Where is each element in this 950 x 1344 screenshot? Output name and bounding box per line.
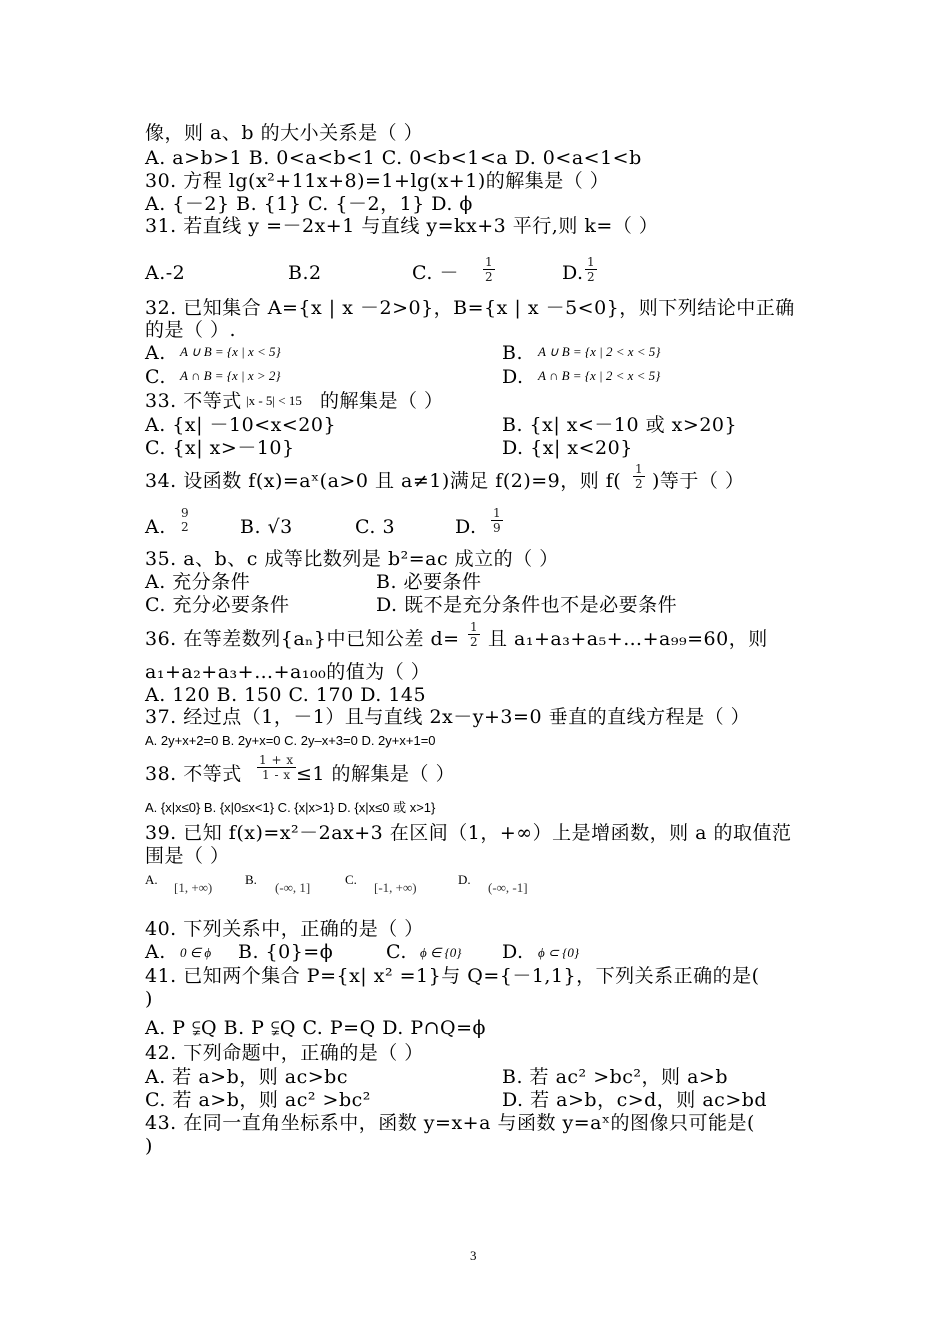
q38-options: A. {x|x≤0} B. {x|0≤x<1} C. {x|x>1} D. {x|x≤0 或 x>1} <box>145 800 436 815</box>
q42-option-d: D. 若 a>b，c>d，则 ac>bd <box>502 1089 768 1111</box>
q41-stem-cont: ) <box>145 988 153 1010</box>
q32-stem-cont: 的是（ ）. <box>145 319 237 341</box>
q35-stem: 35. a、b、c 成等比数列是 b²=ac 成立的（ ） <box>145 548 559 570</box>
q33-option-a: A. {x| －10<x<20} <box>145 414 337 436</box>
page-number: 3 <box>470 1248 477 1263</box>
q29-tail: 像，则 a、b 的大小关系是（ ） <box>145 122 424 144</box>
q37-options: A. 2y+x+2=0 B. 2y+x=0 C. 2y–x+3=0 D. 2y+x+1=0 <box>145 733 436 748</box>
q40-stem: 40. 下列关系中，正确的是（ ） <box>145 918 424 940</box>
q42-option-c: C. 若 a>b，则 ac² >bc² <box>145 1089 371 1111</box>
fraction-half: $\frac{1}{2}$ <box>587 255 596 284</box>
fraction-ninth: $\frac{1}{9}$ <box>493 506 502 535</box>
q35-option-a: A. 充分条件 <box>145 571 251 593</box>
q42-option-a: A. 若 a>b，则 ac>bc <box>145 1066 348 1088</box>
fraction-inequality: $\frac{1 + x}{1 - x}$ <box>259 753 294 782</box>
fraction-half: $\frac{1}{2}$ <box>485 255 494 284</box>
q43-stem: 43. 在同一直角坐标系中，函数 y=x+a 与函数 y=aˣ的图像只可能是( <box>145 1112 755 1134</box>
q30-stem: 30. 方程 lg(x²+11x+8)=1+lg(x+1)的解集是（ ） <box>145 170 610 192</box>
q33-option-b: B. {x| x<－10 或 x>20} <box>502 414 738 436</box>
q41-stem: 41. 已知两个集合 P={x| x² =1}与 Q={－1,1}，下列关系正确的是( <box>145 965 760 987</box>
q37-stem: 37. 经过点（1，－1）且与直线 2x－y+3=0 垂直的直线方程是（ ） <box>145 706 751 728</box>
fraction-nine-half: 9 2 <box>181 506 190 534</box>
q33-option-c: C. {x| x>－10} <box>145 437 295 459</box>
q30-options: A. {－2} B. {1} C. {－2，1} D. ϕ <box>145 193 473 215</box>
q35-option-c: C. 充分必要条件 <box>145 594 290 616</box>
q32-stem: 32. 已知集合 A={x | x －2>0}，B={x | x －5<0}，则下列结论中正确 <box>145 297 795 319</box>
document-page: 像，则 a、b 的大小关系是（ ） A. a>b>1 B. 0<a<b<1 C. 0<b<1<a D. 0<a<1<b 30. 方程 lg(x²+11x+8)=1+lg(x+1)的解集是（ ） A. {－2} B. {1} C. {－2，1} D. ϕ 31. 若直线 y =－2x+1 与直线 y=kx+3 平行,则 k=（ ） A.-2 B.2 C. － $\frac{1}{2}$ D. $\frac{1}{2}$ 32. 已知集合 A={x | x －2>0}，B={x | x －5<0}，则下列结论中正确 的是（ ）. A. A ∪ B = {x | x < 5} B. A ∪ B = {x | 2 < x < 5} C. A ∩ B = {x | x > 2} D. A ∩ B = {x | 2 < x < 5} 33. 不等式 |x - 5| < 15 的解集是（ ） A. {x| －10<x<20} B. {x| x<－10 或 x>20} C. {x| x>－10} D. {x| x<20} 34. 设函数 f(x)=aˣ(a>0 且 a≠1)满足 f(2)=9，则 f( $\frac{1}{2}$ )等于（ ） A. 9 2 B. √3 C. 3 D. $\frac{1}{9}$ 35. a、b、c 成等比数列是 b²=ac 成立的（ ） A. 充分条件 B. 必要条件 C. 充分必要条件 D. 既不是充分条件也不是必要条件 36. 在等差数列{aₙ}中已知公差 d= $\frac{1}{2}$ 且 a₁+a₃+a₅+…+a₉₉=60，则 a₁+a₂+a₃+…+a₁₀₀的值为（ ） A. 120 B. 150 C. 170 D. 145 37. 经过点（1，－1）且与直线 2x－y+3=0 垂直的直线方程是（ ） A. 2y+x+2=0 B. 2y+x=0 C. 2y–x+3=0 D. 2y+x+1=0 38. 不等式 $\frac{1 + x}{1 - x}$ ≤1 的解集是（ ） A. {x|x≤0} B. {x|0≤x<1} C. {x|x>1} D. {x|x≤0 或 x>1} 39. 已知 f(x)=x²－2ax+3 在区间（1，+∞）上是增函数，则 a 的取值范 围是（ ） A. [1, +∞) B. (-∞, 1] C. [-1, +∞) D. (-∞, -1] 40. 下列关系中，正确的是（ ） A. 0 ∈ ϕ B. {0}=ϕ C. ϕ ∈ {0} D. ϕ ⊂ {0} 41. 已知两个集合 P={x| x² =1}与 Q={－1,1}，下列关系正确的是( ) A. P ⫋Q B. P ⫋Q C. P=Q D. P∩Q=ϕ 42. 下列命题中，正确的是（ ） A. 若 a>b，则 ac>bc B. 若 ac² >bc²，则 a>b C. 若 a>b，则 ac² >bc² D. 若 a>b，c>d，则 ac>bd 43. 在同一直角坐标系中，函数 y=x+a 与函数 y=aˣ的图像只可能是( ) 3 <box>145 122 795 1263</box>
q31-stem: 31. 若直线 y =－2x+1 与直线 y=kx+3 平行,则 k=（ ） <box>145 215 659 237</box>
q39-stem-cont: 围是（ ） <box>145 845 230 867</box>
q41-options: A. P ⫋Q B. P ⫋Q C. P=Q D. P∩Q=ϕ <box>145 1017 486 1039</box>
q43-stem-cont: ) <box>145 1135 153 1157</box>
q42-stem: 42. 下列命题中，正确的是（ ） <box>145 1042 424 1064</box>
fraction-half: $\frac{1}{2}$ <box>635 462 644 491</box>
q35-option-b: B. 必要条件 <box>376 571 482 593</box>
q33-option-d: D. {x| x<20} <box>502 437 633 459</box>
q29-options: A. a>b>1 B. 0<a<b<1 C. 0<b<1<a D. 0<a<1<b <box>145 147 642 169</box>
fraction-half: $\frac{1}{2}$ <box>470 620 479 649</box>
q36-stem-cont: a₁+a₂+a₃+…+a₁₀₀的值为（ ） <box>145 661 431 683</box>
q39-stem: 39. 已知 f(x)=x²－2ax+3 在区间（1，+∞）上是增函数，则 a 的取值范 <box>145 822 792 844</box>
q36-options: A. 120 B. 150 C. 170 D. 145 <box>145 684 427 706</box>
q35-option-d: D. 既不是充分条件也不是必要条件 <box>376 594 678 616</box>
q42-option-b: B. 若 ac² >bc²，则 a>b <box>502 1066 728 1088</box>
